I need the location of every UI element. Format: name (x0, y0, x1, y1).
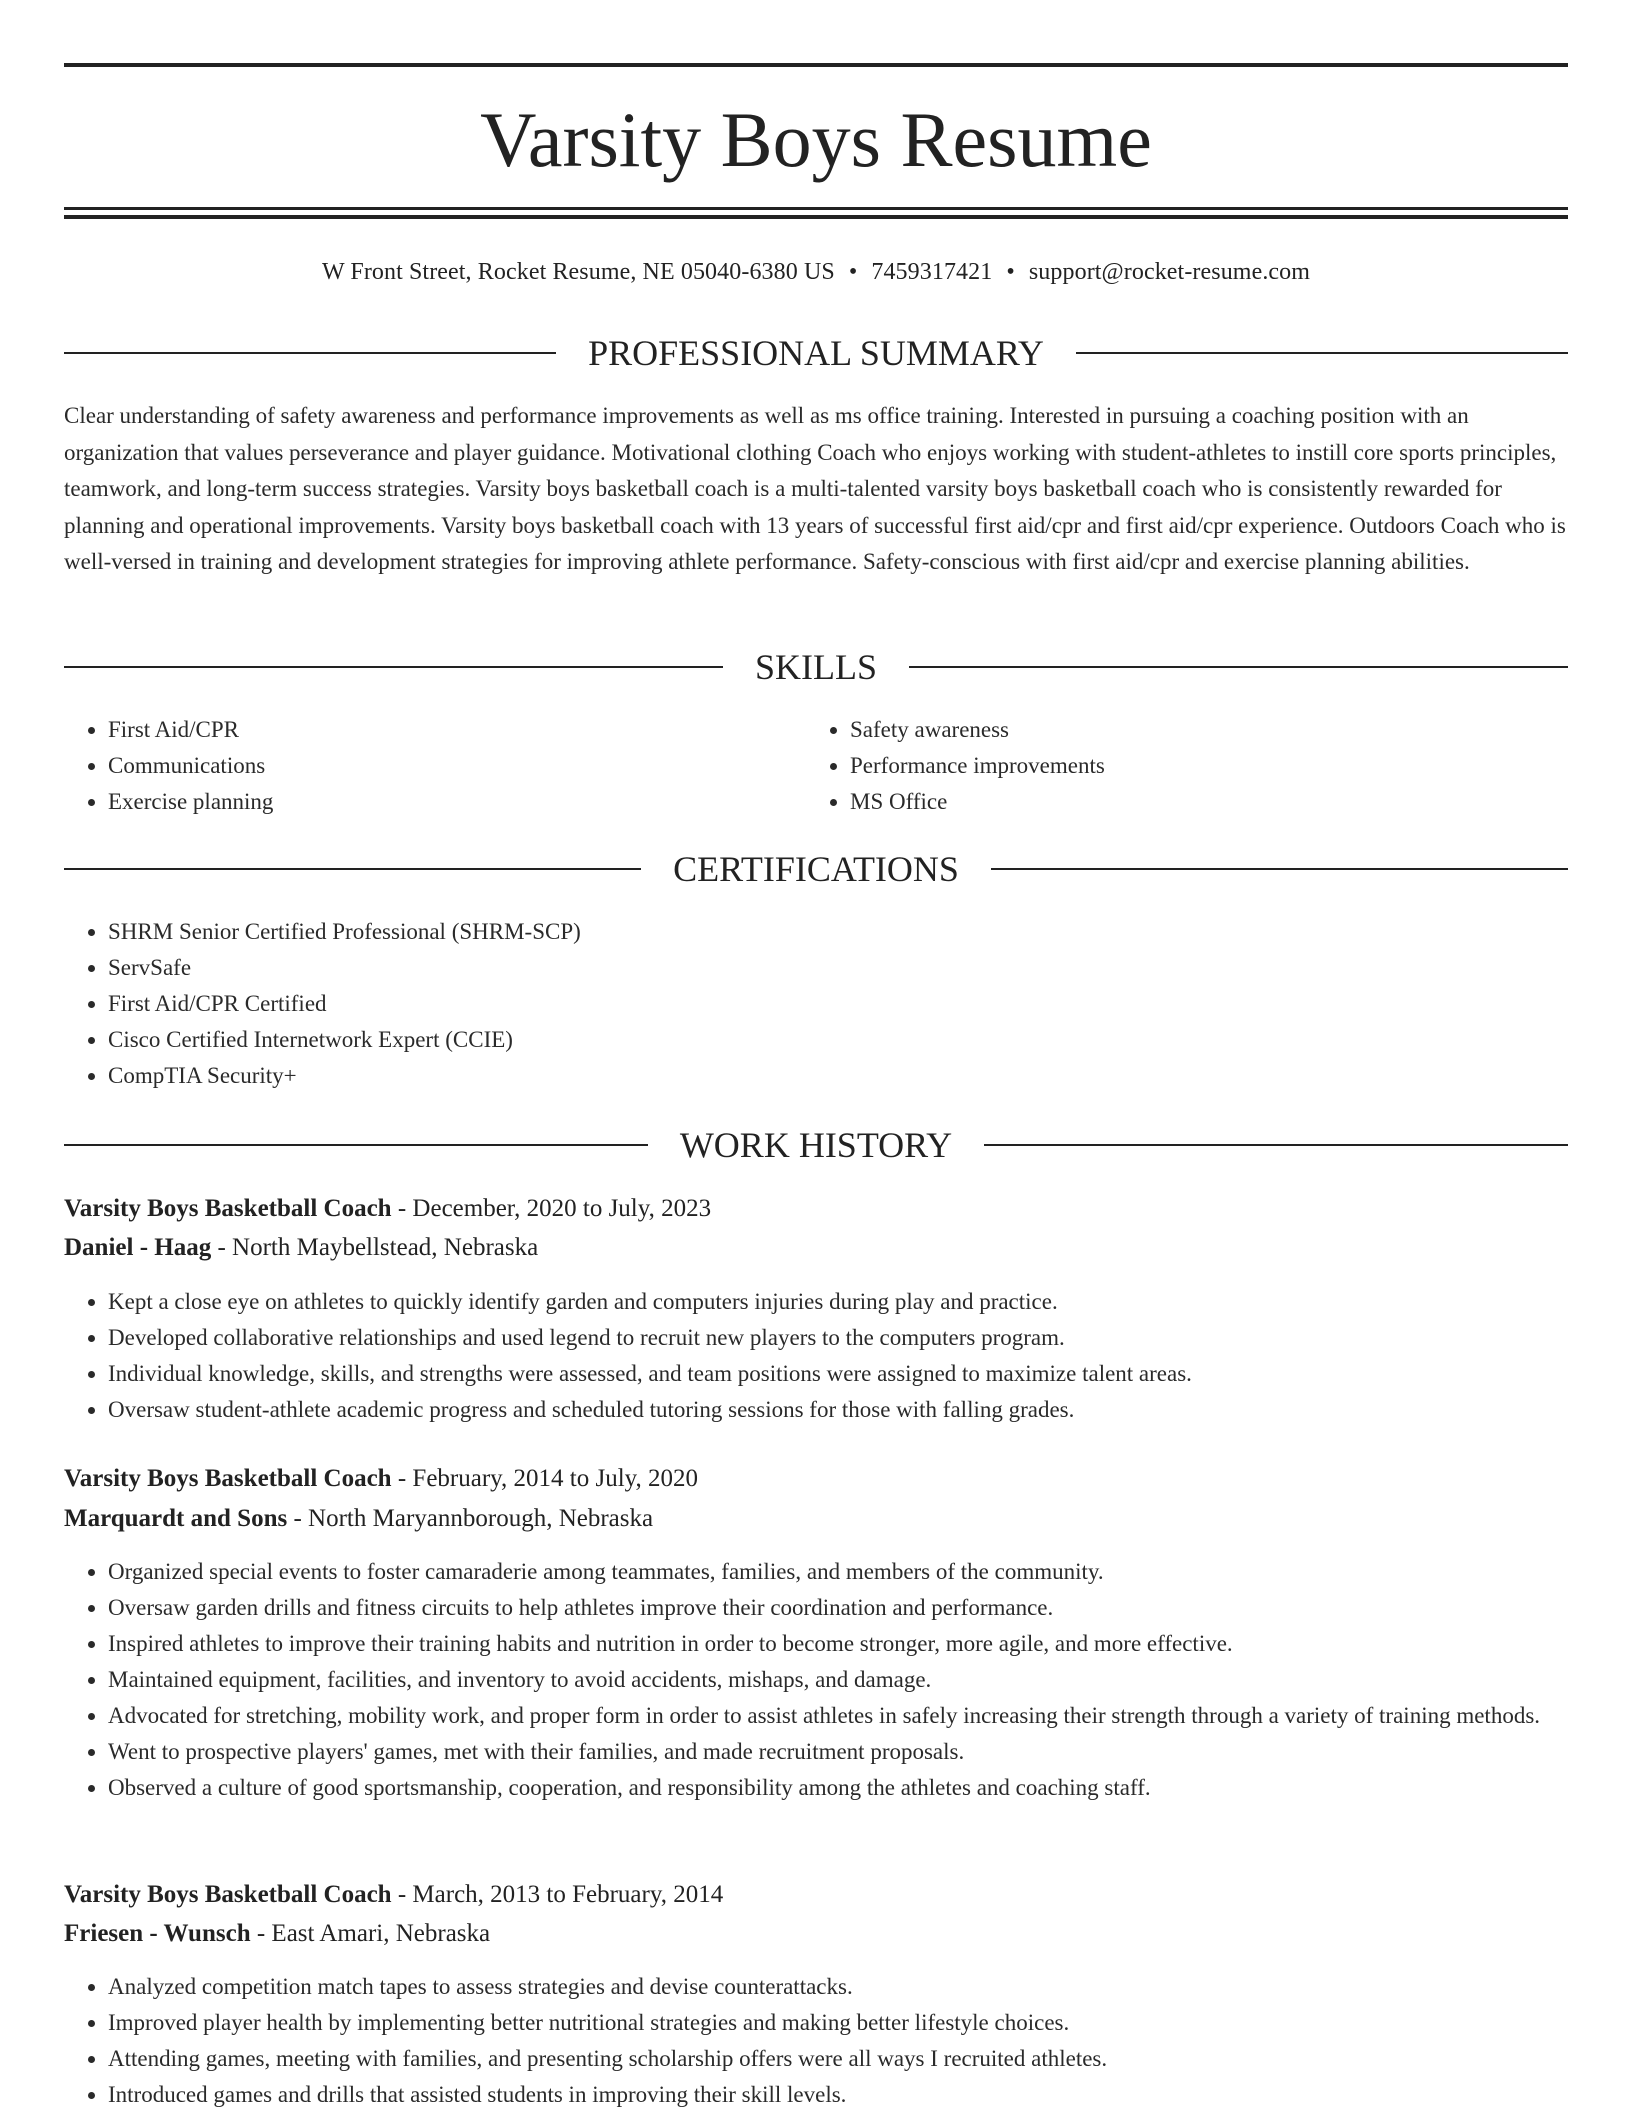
certification-item: • SHRM Senior Certified Professional (SHRM-SCP) (108, 914, 1568, 950)
skill-item: • Communications (108, 748, 808, 784)
contact-phone: 7459317421 (871, 259, 993, 285)
job-company: Daniel - Haag (64, 1234, 212, 1261)
job-bullet: • Went to prospective players' games, met with their families, and made recruitment proposals. (108, 1734, 1568, 1770)
skill-item: • First Aid/CPR (108, 712, 808, 748)
skill-item: • Performance improvements (850, 748, 1550, 784)
job-bullet: • Oversaw student-athlete academic progress and scheduled tutoring sessions for those with falling grades. (108, 1392, 1568, 1428)
section-heading-skills (64, 645, 1568, 689)
job-location: - North Maryannborough, Nebraska (287, 1505, 654, 1532)
job-company-line (64, 1229, 1568, 1267)
certification-item: • CompTIA Security+ (108, 1058, 1568, 1094)
job-company: Marquardt and Sons (64, 1505, 288, 1532)
job-title-line (64, 1876, 1568, 1914)
heading-rule-left (64, 868, 641, 870)
summary-paragraph: Clear understanding of safety awareness and performance improvements as well as ms office training. Interested in pursuing a coaching position with an organization that values perseverance and player guidance. Motivational clothing Coach who enjoys working with student-athletes to instill core sports principles, teamwork, and long-term success strategies. Varsity boys basketball coach is a multi-talented varsity boys basketball coach who is consistently rewarded for planning and operational improvements. Varsity boys basketball coach with 13 years of successful first aid/cpr and first aid/cpr experience. Outdoors Coach who is well-versed in training and development strategies for improving athlete performance. Safety-conscious with first aid/cpr and exercise planning abilities. (64, 403, 1566, 574)
resume-title: Varsity Boys Resume (480, 96, 1152, 183)
section-heading-certifications (64, 847, 1568, 891)
skills-list-right (806, 712, 1550, 820)
heading-rule-left (64, 352, 556, 354)
heading-rule-right (984, 1144, 1568, 1146)
job-company-line (64, 1915, 1568, 1953)
job-bullet: • Organized special events to foster camaraderie among teammates, families, and members of the community. (108, 1554, 1568, 1590)
job-bullet: • Analyzed competition match tapes to assess strategies and devise counterattacks. (108, 1969, 1568, 2005)
job-dates: - February, 2014 to July, 2020 (391, 1465, 699, 1492)
skill-item: • Exercise planning (108, 784, 808, 820)
job-title: Varsity Boys Basketball Coach (64, 1465, 392, 1492)
certification-item: • Cisco Certified Internetwork Expert (CCIE) (108, 1022, 1568, 1058)
contact-address: W Front Street, Rocket Resume, NE 05040-6380 US (321, 259, 835, 285)
job-dates: - December, 2020 to July, 2023 (391, 1195, 712, 1222)
contact-email: support@rocket-resume.com (1028, 259, 1311, 285)
skill-item: • MS Office (850, 784, 1550, 820)
section-title: PROFESSIONAL SUMMARY (588, 333, 1044, 373)
job-dates: - March, 2013 to February, 2014 (391, 1881, 724, 1908)
job-bullet: • Introduced games and drills that assisted students in improving their skill levels. (108, 2077, 1568, 2113)
job-company-line (64, 1500, 1568, 1538)
job-title: Varsity Boys Basketball Coach (64, 1195, 392, 1222)
job-company: Friesen - Wunsch (64, 1920, 251, 1947)
heading-rule-left (64, 666, 723, 668)
skill-item: • Safety awareness (850, 712, 1550, 748)
job-bullets (64, 1284, 1568, 1428)
heading-rule-right (991, 868, 1568, 870)
job-bullet: • Observed a culture of good sportsmanship, cooperation, and responsibility among the athletes and coaching staff. (108, 1770, 1568, 1806)
job-title-line (64, 1190, 1568, 1228)
job-bullet: • Inspired athletes to improve their training habits and nutrition in order to become stronger, more agile, and more effective. (108, 1626, 1568, 1662)
section-title: SKILLS (755, 647, 878, 687)
section-heading-work-history (64, 1123, 1568, 1167)
job-location: - North Maybellstead, Nebraska (211, 1234, 539, 1261)
title-double-rule (64, 207, 1568, 219)
section-title: WORK HISTORY (679, 1125, 953, 1165)
certification-item: • First Aid/CPR Certified (108, 986, 1568, 1022)
contact-line (64, 254, 1568, 290)
job-title: Varsity Boys Basketball Coach (64, 1881, 392, 1908)
top-rule (64, 63, 1568, 67)
job-bullets (64, 1969, 1568, 2113)
job-bullet: • Oversaw garden drills and fitness circuits to help athletes improve their coordination and performance. (108, 1590, 1568, 1626)
job-bullet: • Kept a close eye on athletes to quickly identify garden and computers injuries during play and practice. (108, 1284, 1568, 1320)
heading-rule-right (1076, 352, 1568, 354)
certifications-list (64, 914, 1568, 1094)
job-bullet: • Individual knowledge, skills, and strengths were assessed, and team positions were assigned to maximize talent areas. (108, 1356, 1568, 1392)
job-bullet: • Advocated for stretching, mobility work, and proper form in order to assist athletes in safely increasing their strength through a variety of training methods. (108, 1698, 1568, 1734)
job-bullet: • Maintained equipment, facilities, and inventory to avoid accidents, mishaps, and damage. (108, 1662, 1568, 1698)
heading-rule-left (64, 1144, 648, 1146)
job-bullet: • Attending games, meeting with families, and presenting scholarship offers were all ways I recruited athletes. (108, 2041, 1568, 2077)
contact-separator: • (1006, 259, 1015, 285)
certification-item: • ServSafe (108, 950, 1568, 986)
skills-list-left (64, 712, 808, 820)
job-title-line (64, 1460, 1568, 1498)
section-title: CERTIFICATIONS (673, 849, 959, 889)
job-bullets (64, 1554, 1568, 1806)
job-bullet: • Improved player health by implementing better nutritional strategies and making better lifestyle choices. (108, 2005, 1568, 2041)
job-location: - East Amari, Nebraska (250, 1920, 491, 1947)
job-bullet: • Developed collaborative relationships and used legend to recruit new players to the computers program. (108, 1320, 1568, 1356)
heading-rule-right (909, 666, 1568, 668)
contact-separator: • (848, 259, 858, 285)
section-heading-summary (64, 331, 1568, 375)
